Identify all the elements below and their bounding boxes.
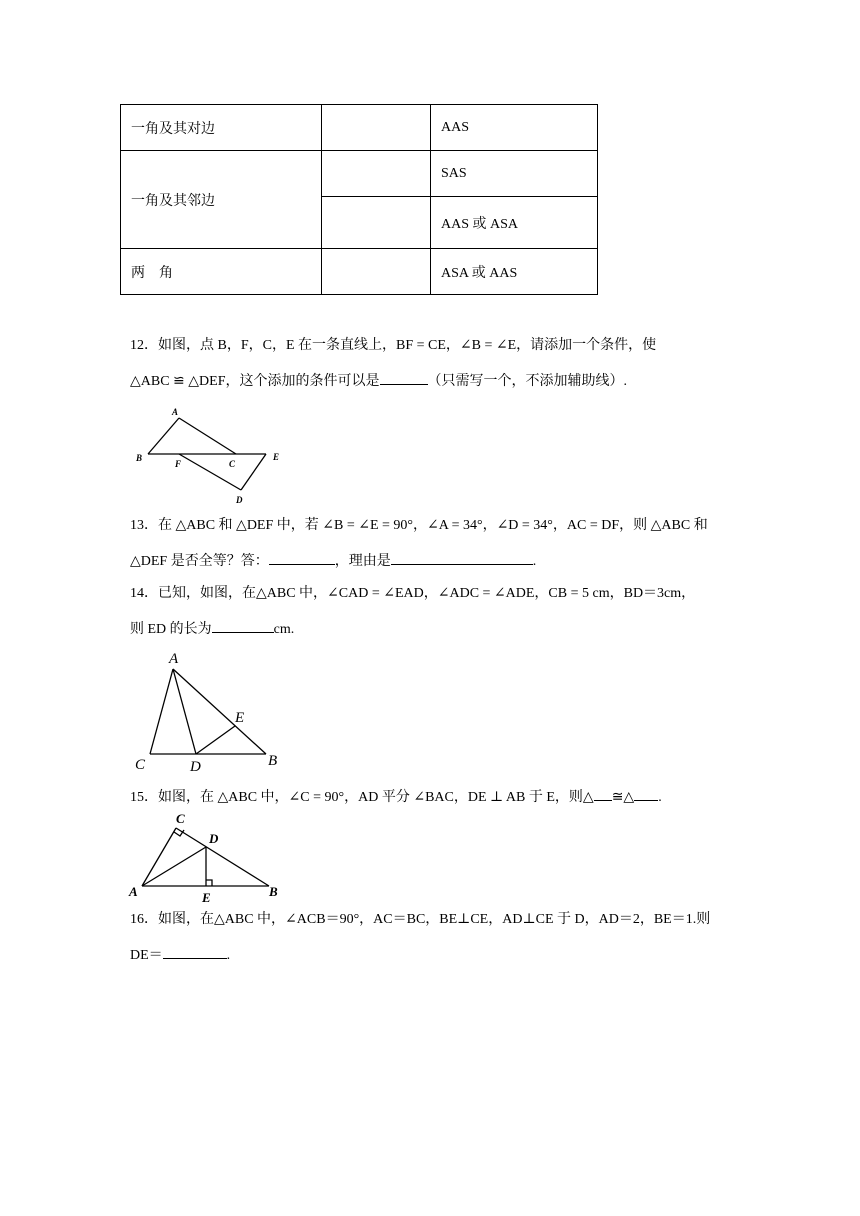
q12-label-b: B [136, 453, 143, 463]
segment-ac [142, 828, 176, 886]
q14-line2 [130, 618, 294, 640]
q14-figure [130, 645, 290, 775]
conditions-table [120, 104, 598, 295]
table-cell-condition: 两 角 [121, 249, 322, 295]
segment-de [241, 454, 266, 490]
q15-figure [126, 806, 296, 906]
q12-text-b: （只需写一个，不添加辅助线）. [427, 374, 627, 389]
q14-label-c: C [135, 757, 146, 773]
table-cell-method: AAS [431, 105, 598, 151]
q12-line1: 12．如图，点 B，F，C，E 在一条直线上，BF = CE，∠B = ∠E，请添加一个条件，使 [130, 338, 657, 353]
q14-line1: 14．已知，如图，在△ABC 中，∠CAD = ∠EAD，∠ADC = ∠ADE，CB = 5 cm，BD＝3cm， [130, 586, 696, 601]
q13-text-a: △DEF 是否全等？答： [130, 554, 269, 569]
q16-text-a: DE＝ [130, 948, 163, 963]
table-row [121, 151, 598, 197]
segment-ab [173, 669, 266, 754]
q13-line2 [130, 550, 536, 572]
table-cell-method: ASA 或 AAS [431, 249, 598, 295]
q13-answer-blank[interactable] [269, 550, 335, 565]
q16-line2 [130, 944, 230, 966]
q13-reason-blank[interactable] [391, 550, 533, 565]
table-cell-condition: 一角及其邻边 [121, 151, 322, 249]
q14-label-a: A [169, 651, 179, 667]
segment-de [196, 726, 235, 754]
q15-blank-2[interactable] [634, 786, 658, 801]
table-cell-condition: 一角及其对边 [121, 105, 322, 151]
segment-ba [148, 418, 179, 454]
q16-text-b: . [226, 948, 231, 963]
q12-label-d: D [236, 495, 243, 505]
table-cell-blank [322, 105, 431, 151]
q12-text-a: △ABC ≌ △DEF，这个添加的条件可以是 [130, 374, 380, 389]
right-angle-c [174, 830, 184, 836]
q15-label-e: E [202, 890, 211, 905]
q14-answer-blank[interactable] [212, 618, 274, 633]
q14-label-d: D [190, 759, 201, 775]
q15-text-c: . [658, 790, 662, 805]
table-cell-method: SAS [431, 151, 598, 197]
segment-ad [142, 847, 206, 886]
q12-line2 [130, 370, 627, 392]
q12-answer-blank[interactable] [380, 370, 428, 385]
q14-label-e: E [235, 710, 245, 726]
q15-line1 [130, 786, 662, 808]
q15-text-b: ≅△ [611, 790, 635, 805]
q12-label-a: A [172, 407, 179, 417]
segment-ad [173, 669, 196, 754]
q14-label-b: B [268, 753, 278, 769]
segment-ac [150, 669, 173, 754]
q12-figure [130, 404, 290, 508]
q15-label-b: B [269, 884, 278, 899]
q12-label-f: F [175, 459, 182, 469]
table-cell-blank [322, 151, 431, 197]
table-cell-blank [322, 197, 431, 249]
segment-ac [179, 418, 236, 454]
q15-text-a: 15．如图，在 △ABC 中，∠C = 90°，AD 平分 ∠BAC，DE ⊥ AB 于 E，则△ [130, 790, 594, 805]
q12-label-e: E [273, 452, 280, 462]
table-cell-method: AAS 或 ASA [431, 197, 598, 249]
q12-label-c: C [229, 459, 236, 469]
q15-blank-1[interactable] [594, 786, 612, 801]
q16-answer-blank[interactable] [163, 944, 227, 959]
q16-line1: 16．如图，在△ABC 中，∠ACB＝90°，AC＝BC，BE⊥CE，AD⊥CE 于 D，AD＝2，BE＝1.则 [130, 912, 711, 927]
q14-text-b: cm. [273, 622, 295, 637]
q13-text-c: . [532, 554, 537, 569]
table-row [121, 249, 598, 295]
q14-text-a: 则 ED 的长为 [130, 622, 212, 637]
q15-label-c: C [176, 811, 185, 826]
q15-label-a: A [129, 884, 138, 899]
q13-line1: 13．在 △ABC 和 △DEF 中，若 ∠B = ∠E = 90°，∠A = 34°，∠D = 34°，AC = DF，则 △ABC 和 [130, 518, 708, 533]
table-cell-blank [322, 249, 431, 295]
right-angle-e [206, 880, 212, 886]
q13-text-b: ，理由是 [334, 554, 391, 569]
table-row [121, 105, 598, 151]
q15-label-d: D [209, 831, 219, 846]
